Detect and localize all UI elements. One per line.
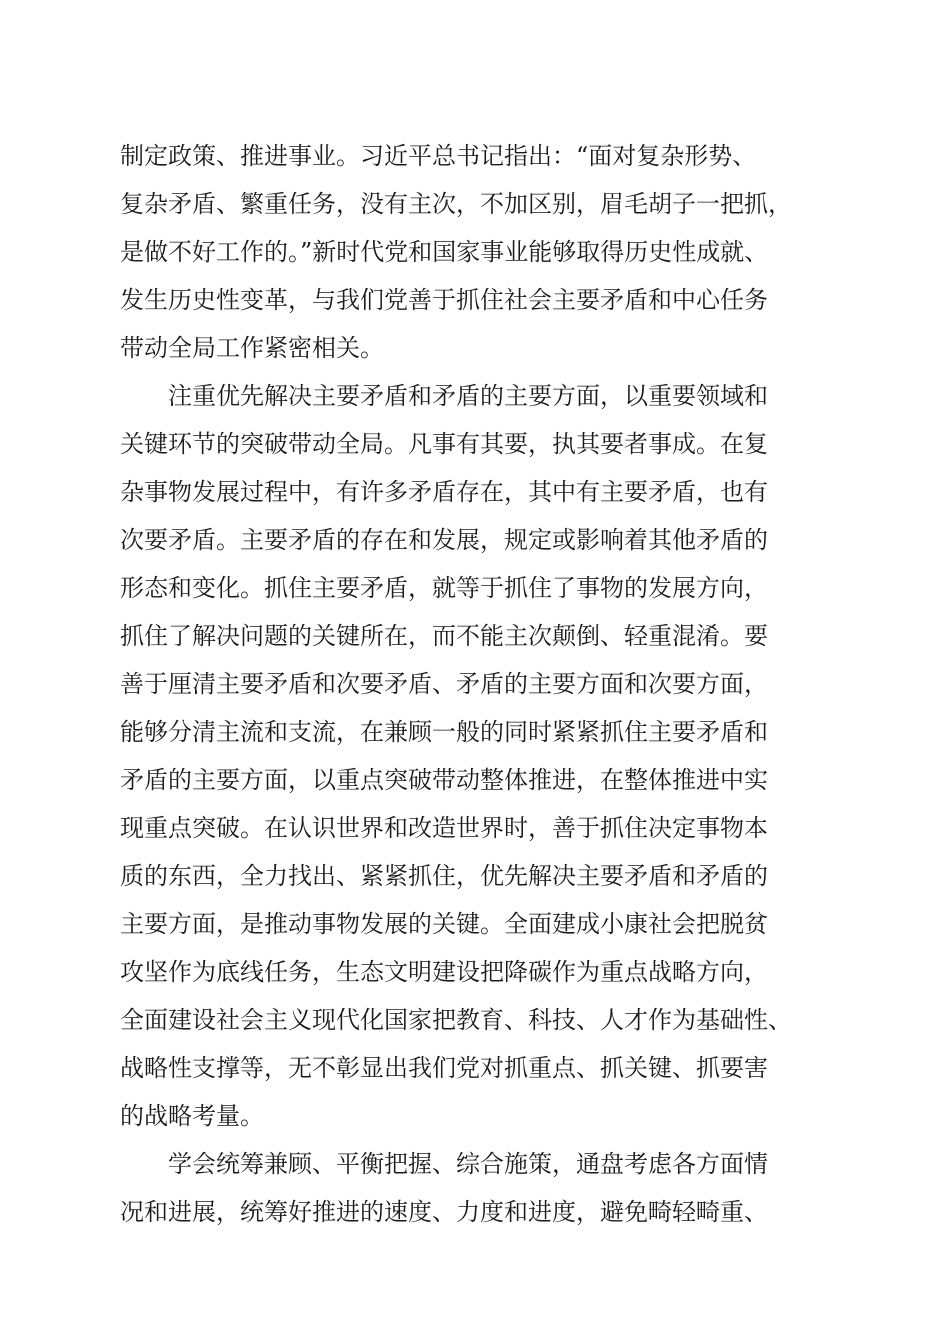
text-line: 杂事物发展过程中，有许多矛盾存在，其中有主要矛盾，也有	[120, 478, 768, 506]
text-line: 是做不好工作的。”新时代党和国家事业能够取得历史性成就、	[120, 238, 769, 266]
text-line: 战略性支撑等，无不彰显出我们党对抓重点、抓关键、抓要害	[120, 1054, 768, 1082]
text-line: 质的东西，全力找出、紧紧抓住，优先解决主要矛盾和矛盾的	[120, 862, 768, 890]
text-line: 次要矛盾。主要矛盾的存在和发展，规定或影响着其他矛盾的	[120, 526, 768, 554]
text-line: 制定政策、推进事业。习近平总书记指出：“面对复杂形势、	[120, 142, 757, 170]
text-line: 发生历史性变革，与我们党善于抓住社会主要矛盾和中心任务	[120, 286, 768, 314]
text-line: 主要方面，是推动事物发展的关键。全面建成小康社会把脱贫	[120, 910, 768, 938]
text-line: 攻坚作为底线任务，生态文明建设把降碳作为重点战略方向，	[120, 958, 768, 986]
text-line: 学会统筹兼顾、平衡把握、综合施策，通盘考虑各方面情	[168, 1150, 768, 1178]
text-line: 形态和变化。抓住主要矛盾，就等于抓住了事物的发展方向，	[120, 574, 768, 602]
text-line: 能够分清主流和支流，在兼顾一般的同时紧紧抓住主要矛盾和	[120, 718, 768, 746]
text-line: 全面建设社会主义现代化国家把教育、科技、人才作为基础性、	[120, 1006, 792, 1034]
text-line: 况和进展，统筹好推进的速度、力度和进度，避免畸轻畸重、	[120, 1198, 768, 1226]
text-line: 现重点突破。在认识世界和改造世界时，善于抓住决定事物本	[120, 814, 768, 842]
text-line: 抓住了解决问题的关键所在，而不能主次颠倒、轻重混淆。要	[120, 622, 768, 650]
text-line: 注重优先解决主要矛盾和矛盾的主要方面，以重要领域和	[168, 382, 768, 410]
text-line: 的战略考量。	[120, 1102, 264, 1130]
text-line: 复杂矛盾、繁重任务，没有主次，不加区别，眉毛胡子一把抓，	[120, 190, 792, 218]
text-line: 带动全局工作紧密相关。	[120, 334, 384, 362]
text-line: 关键环节的突破带动全局。凡事有其要，执其要者事成。在复	[120, 430, 768, 458]
text-line: 善于厘清主要矛盾和次要矛盾、矛盾的主要方面和次要方面，	[120, 670, 768, 698]
text-line: 矛盾的主要方面，以重点突破带动整体推进，在整体推进中实	[120, 766, 768, 794]
